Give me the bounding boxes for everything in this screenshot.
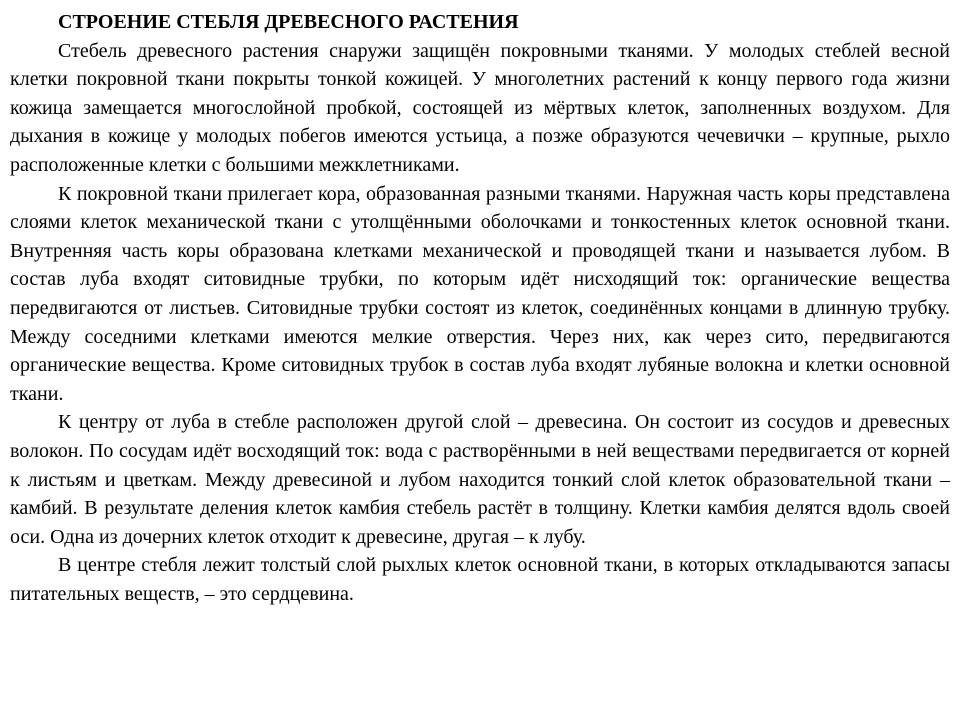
paragraph-pith: В центре стебля лежит толстый слой рыхлых клеток основной ткани, в которых откладываются запасы питательных веществ, – это сердцевина.	[10, 554, 950, 605]
paragraph-wood-cambium: К центру от луба в стебле расположен другой слой – древесина. Он состоит из сосудов и древесных волокон. По сосудам идёт восходящий ток: вода с растворёнными в ней веществами передвигается от корней к листьям и цветкам. Между древесиной и лубом находится тонкий слой клеток образовательной ткани – камбий. В результате деления клеток камбия стебель растёт в толщину. Клетки камбия делятся вдоль своей оси. Одна из дочерних клеток отходит к древесине, другая – к лубу.	[10, 411, 950, 548]
document-title: СТРОЕНИЕ СТЕБЛЯ ДРЕВЕСНОГО РАСТЕНИЯ	[58, 11, 519, 33]
slide-content	[10, 8, 950, 712]
paragraph-bark-phloem: К покровной ткани прилегает кора, образованная разными тканями. Наружная часть коры представлена слоями клеток механической ткани с утолщёнными оболочками и тонкостенных клеток основной ткани. Внутренняя часть коры образована клетками механической и проводящей ткани и называется лубом. В состав луба входят ситовидные трубки, по которым идёт нисходящий ток: органические вещества передвигаются от листьев. Ситовидные трубки состоят из клеток, соединённых концами в длинную трубку. Между соседними клетками имеются мелкие отверстия. Через них, как через сито, передвигаются органические вещества. Кроме ситовидных трубок в состав луба входят лубяные волокна и клетки основной ткани.	[10, 182, 950, 405]
paragraph-cover-tissue: Стебель древесного растения снаружи защищён покровными тканями. У молодых стеблей весной клетки покровной ткани покрыты тонкой кожицей. У многолетних растений к концу первого года жизни кожица замещается многослойной пробкой, состоящей из мёртвых клеток, заполненных воздухом. Для дыхания в кожице у молодых побегов имеются устьица, а позже образуются чечевички – крупные, рыхло расположенные клетки с большими межклетниками.	[10, 39, 950, 176]
